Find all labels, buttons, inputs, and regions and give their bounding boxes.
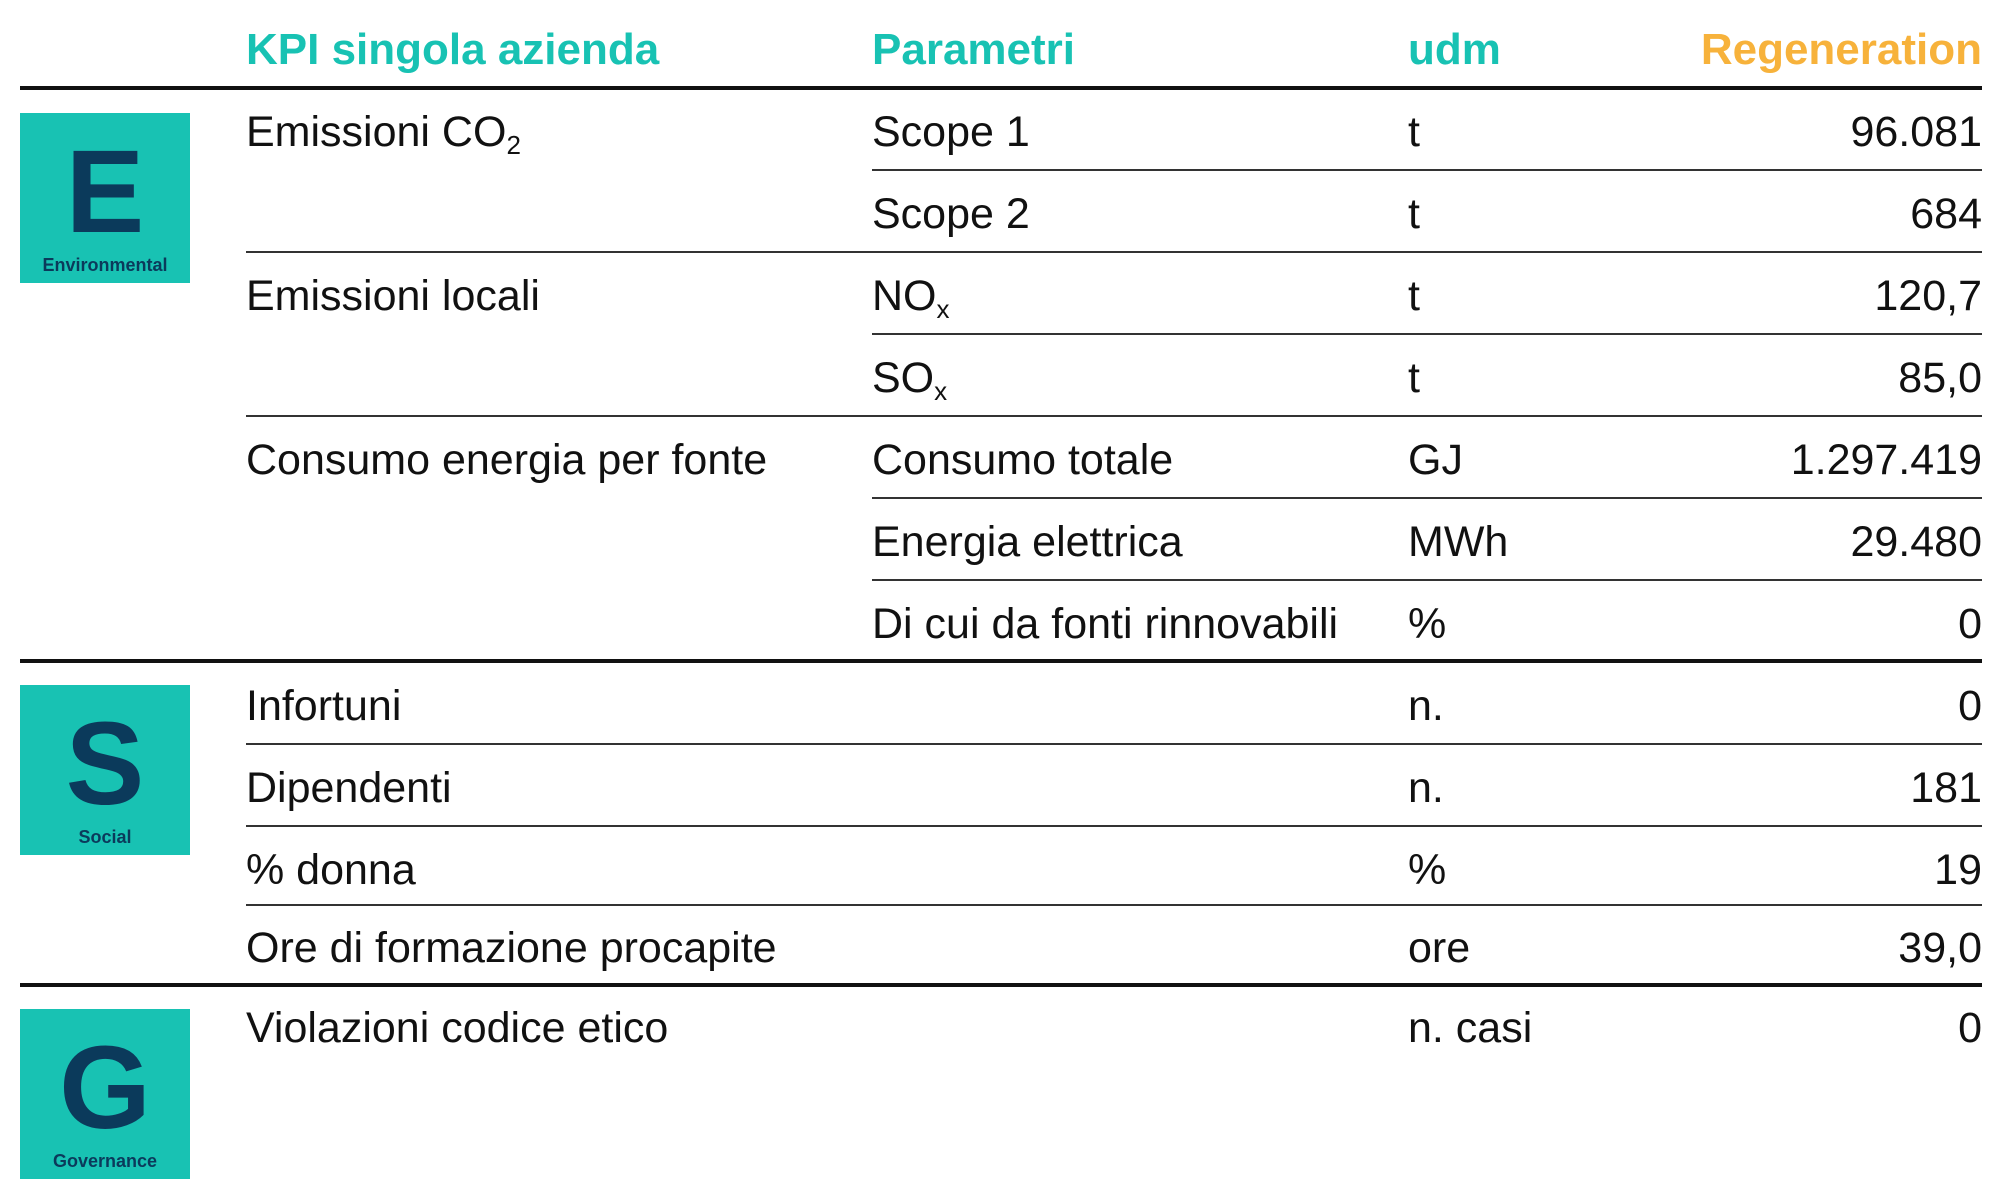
kpi-ore-formazione: Ore di formazione procapite bbox=[246, 924, 777, 972]
section-divider bbox=[20, 659, 1982, 663]
environmental-badge bbox=[20, 113, 190, 283]
value-infortuni: 0 bbox=[1958, 682, 1982, 730]
udm-infortuni: n. bbox=[1408, 682, 1444, 730]
row-divider bbox=[246, 415, 1982, 417]
value-scope-1: 96.081 bbox=[1850, 108, 1982, 156]
value-nox: 120,7 bbox=[1874, 272, 1982, 320]
param-energia-elettrica: Energia elettrica bbox=[872, 518, 1183, 566]
kpi-violazioni-codice-etico: Violazioni codice etico bbox=[246, 1004, 669, 1052]
badge-label-governance: Governance bbox=[52, 1151, 158, 1171]
badge-label-environmental: Environmental bbox=[42, 255, 168, 275]
header-udm: udm bbox=[1408, 25, 1501, 74]
kpi-infortuni: Infortuni bbox=[246, 682, 402, 730]
value-percentuale-donna: 19 bbox=[1934, 846, 1982, 894]
kpi-emissioni-co2: Emissioni $CO_2$ bbox=[246, 108, 521, 160]
param-scope-1: Scope 1 bbox=[872, 108, 1030, 156]
value-sox: 85,0 bbox=[1898, 354, 1982, 402]
value-ore-formazione: 39,0 bbox=[1898, 924, 1982, 972]
udm-energia-elettrica: MWh bbox=[1408, 518, 1509, 566]
kpi-percentuale-donna: % donna bbox=[246, 846, 416, 894]
row-divider bbox=[872, 169, 1982, 171]
social-badge bbox=[20, 685, 190, 855]
value-dipendenti: 181 bbox=[1910, 764, 1982, 812]
param-sox: $SO_x$ bbox=[872, 354, 948, 406]
badge-label-social: Social bbox=[78, 827, 132, 847]
param-consumo-totale: Consumo totale bbox=[872, 436, 1174, 484]
udm-sox: t bbox=[1408, 354, 1420, 402]
header-divider bbox=[20, 86, 1982, 90]
udm-nox: t bbox=[1408, 272, 1420, 320]
row-divider bbox=[246, 904, 1982, 906]
value-scope-2: 684 bbox=[1910, 190, 1982, 238]
value-violazioni-codice-etico: 0 bbox=[1958, 1004, 1982, 1052]
udm-violazioni-codice-etico: n. casi bbox=[1408, 1004, 1533, 1052]
row-divider bbox=[872, 579, 1982, 581]
header-regeneration: Regeneration bbox=[1700, 25, 1982, 74]
row-divider bbox=[872, 333, 1982, 335]
kpi-emissioni-locali: Emissioni locali bbox=[246, 272, 540, 320]
value-fonti-rinnovabili: 0 bbox=[1958, 600, 1982, 648]
udm-fonti-rinnovabili: % bbox=[1408, 600, 1447, 648]
udm-consumo-totale: GJ bbox=[1408, 436, 1463, 484]
section-divider bbox=[20, 983, 1982, 987]
governance-badge bbox=[20, 1009, 190, 1179]
udm-scope-1: t bbox=[1408, 108, 1420, 156]
badge-letter-s: S bbox=[65, 698, 145, 830]
udm-scope-2: t bbox=[1408, 190, 1420, 238]
param-scope-2: Scope 2 bbox=[872, 190, 1030, 238]
row-divider bbox=[246, 743, 1982, 745]
row-divider bbox=[246, 251, 1982, 253]
kpi-dipendenti: Dipendenti bbox=[246, 764, 452, 812]
row-divider bbox=[872, 497, 1982, 499]
value-consumo-totale: 1.297.419 bbox=[1790, 436, 1982, 484]
row-divider bbox=[246, 825, 1982, 827]
header-kpi: KPI singola azienda bbox=[246, 25, 660, 74]
param-fonti-rinnovabili: Di cui da fonti rinnovabili bbox=[872, 600, 1339, 648]
param-nox: $NO_x$ bbox=[872, 272, 950, 324]
udm-percentuale-donna: % bbox=[1408, 846, 1447, 894]
header-parametri: Parametri bbox=[872, 25, 1076, 74]
badge-letter-g: G bbox=[59, 1022, 151, 1154]
badge-letter-e: E bbox=[65, 126, 145, 258]
kpi-consumo-energia: Consumo energia per fonte bbox=[246, 436, 768, 484]
value-energia-elettrica: 29.480 bbox=[1850, 518, 1982, 566]
udm-ore-formazione: ore bbox=[1408, 924, 1471, 972]
udm-dipendenti: n. bbox=[1408, 764, 1444, 812]
